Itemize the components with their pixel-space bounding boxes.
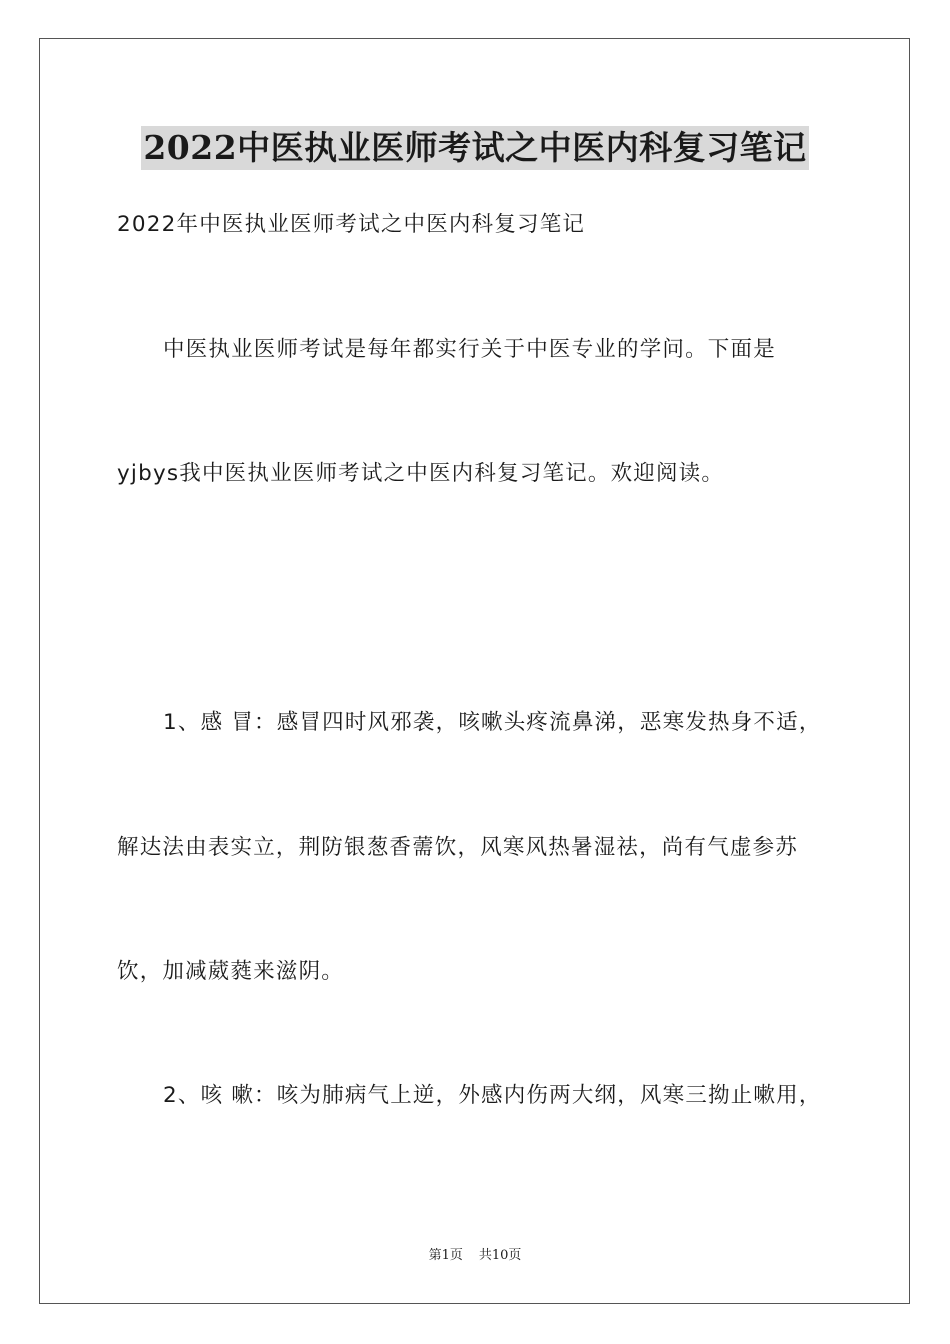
page-number-total: 共10页 <box>478 1248 522 1263</box>
paragraph-line: 饮，加减葳蕤来滋阴。 <box>117 959 345 984</box>
page-footer <box>0 1247 950 1265</box>
paragraph-line: 2、咳 嗽：咳为肺病气上逆，外感内伤两大纲，风寒三拗止嗽用， <box>163 1083 822 1108</box>
document-title: 2022中医执业医师考试之中医内科复习笔记 <box>141 126 808 170</box>
title-container <box>0 126 950 170</box>
paragraph-line: 解达法由表实立，荆防银葱香薷饮，风寒风热暑湿祛，尚有气虚参苏 <box>117 835 799 860</box>
subtitle-line: 2022年中医执业医师考试之中医内科复习笔记 <box>117 212 586 237</box>
paragraph-line: 1、感 冒：感冒四时风邪袭，咳嗽头疼流鼻涕，恶寒发热身不适， <box>163 710 822 735</box>
paragraph-line: 中医执业医师考试是每年都实行关于中医专业的学问。下面是 <box>163 337 776 362</box>
page-number-current: 第1页 <box>428 1248 463 1263</box>
paragraph-line: yjbys我中医执业医师考试之中医内科复习笔记。欢迎阅读。 <box>117 461 725 486</box>
